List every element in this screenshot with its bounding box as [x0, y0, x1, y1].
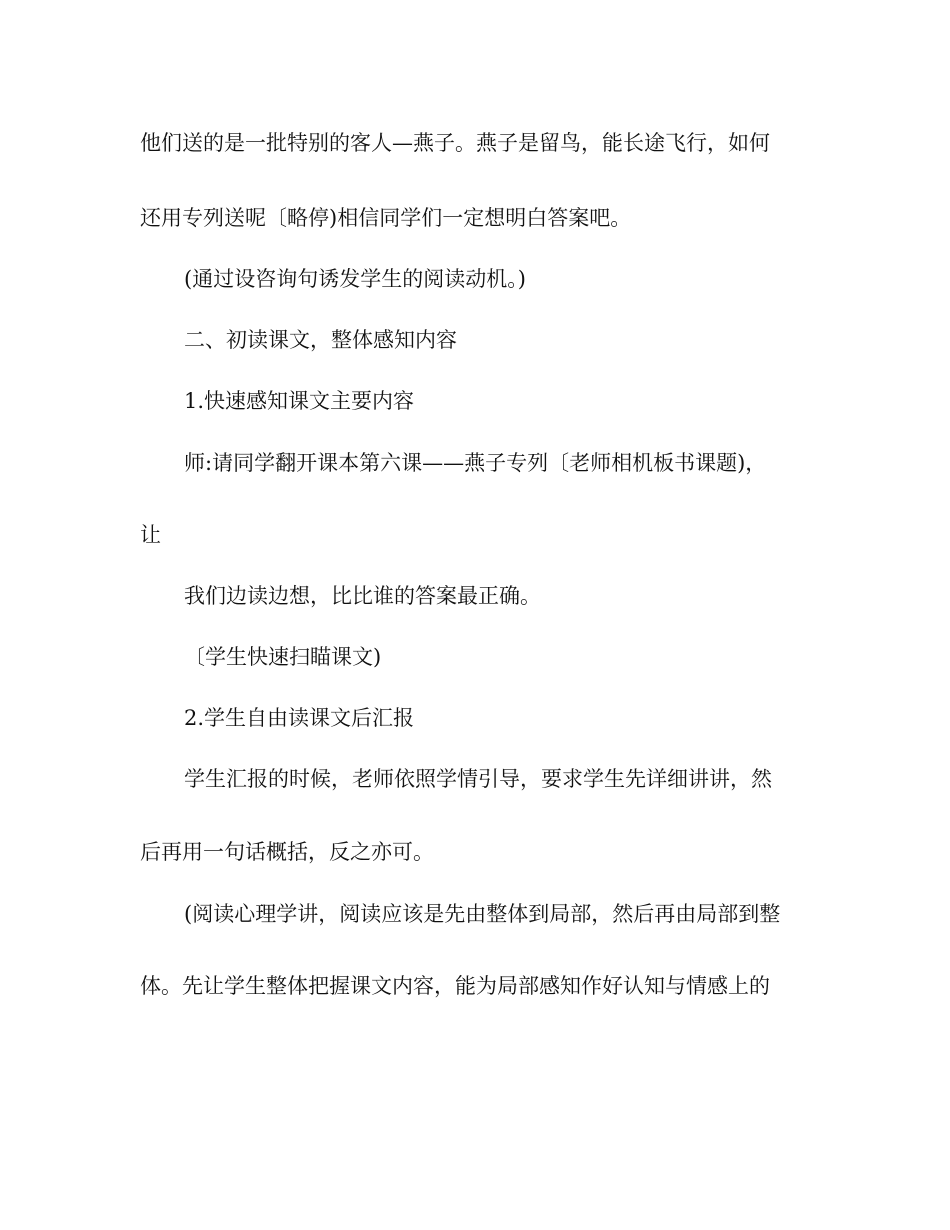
paragraph-line: 学生汇报的时候，老师依照学情引导，要求学生先详细讲讲，然 [184, 767, 772, 791]
paragraph-line: 〔学生快速扫瞄课文) [184, 645, 382, 669]
subsection-heading: 2.学生自由读课文后汇报 [184, 706, 415, 730]
paragraph-line: 他们送的是一批特别的客人—燕子。燕子是留鸟，能长途飞行，如何 [140, 131, 770, 155]
paragraph-line: 后再用一句话概括，反之亦可。 [140, 840, 434, 864]
paragraph-line: 让 [140, 523, 161, 547]
paragraph-line: 体。先让学生整体把握课文内容，能为局部感知作好认知与情感上的 [140, 974, 770, 998]
subsection-heading: 1.快速感知课文主要内容 [184, 389, 415, 413]
section-heading: 二、初读课文，整体感知内容 [184, 328, 457, 352]
paragraph-line: (阅读心理学讲，阅读应该是先由整体到局部，然后再由局部到整 [184, 902, 781, 926]
paragraph-line: 师:请同学翻开课本第六课——燕子专列〔老师相机板书课题)， [184, 451, 767, 475]
paragraph-line: 我们边读边想，比比谁的答案最正确。 [184, 584, 541, 608]
paragraph-line: 还用专列送呢〔略停)相信同学们一定想明白答案吧。 [140, 206, 632, 230]
paragraph-line: (通过设咨询句诱发学生的阅读动机。) [184, 267, 526, 291]
